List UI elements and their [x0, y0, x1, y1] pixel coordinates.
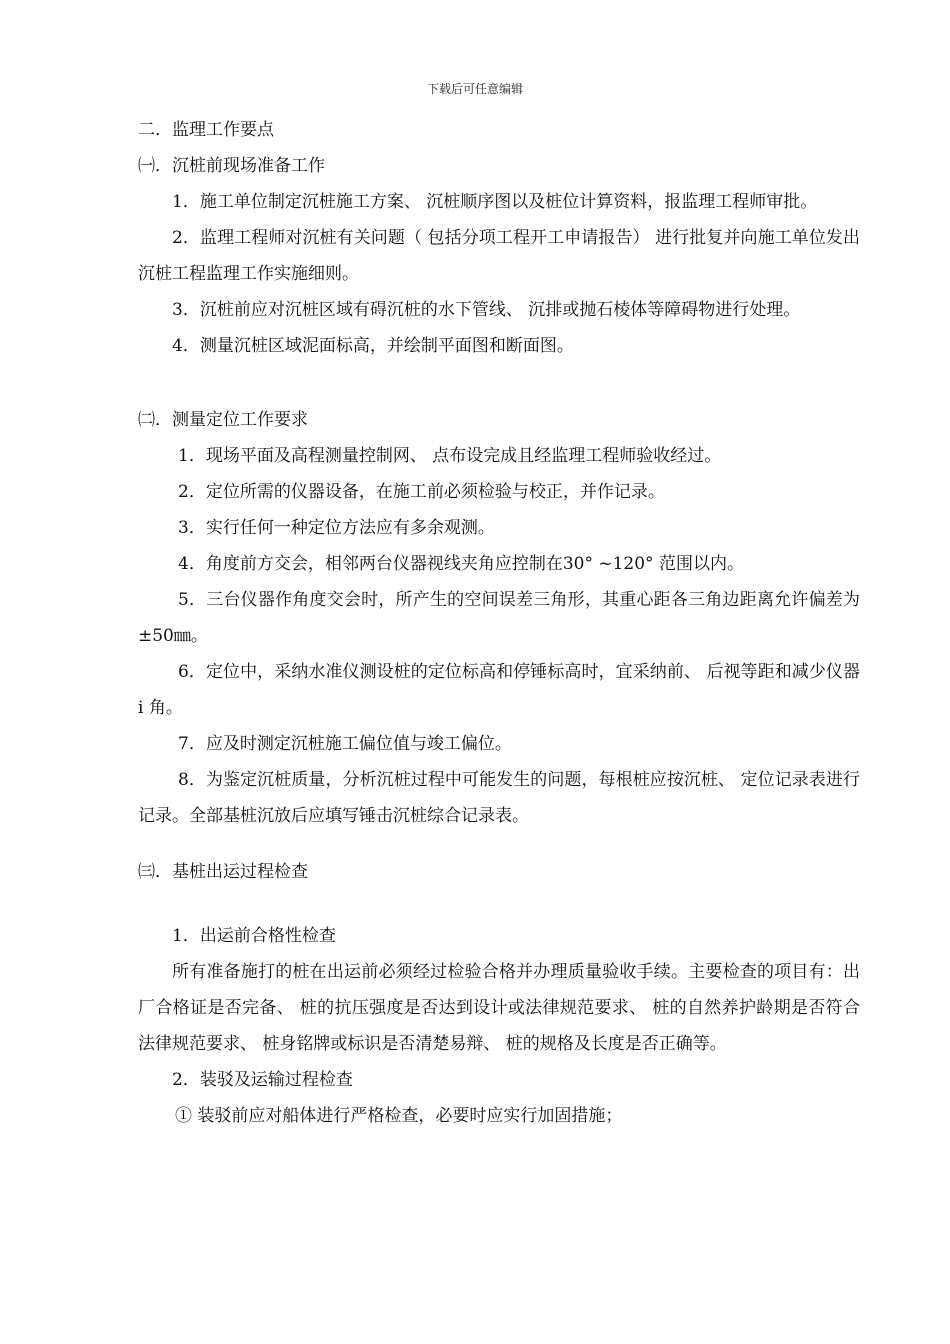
paragraph: 8．为鉴定沉桩质量，分析沉桩过程中可能发生的问题，每根桩应按沉桩、 定位记录表进行记录。全部基桩沉放后应填写锤击沉桩综合记录表。	[138, 770, 860, 826]
paragraph: 1．出运前合格性检查	[172, 926, 336, 946]
paragraph: 2．定位所需的仪器设备，在施工前必须检验与校正，并作记录。	[178, 482, 665, 502]
section-heading: ㈢．基桩出运过程检查	[138, 862, 308, 882]
paragraph: 4．角度前方交会，相邻两台仪器视线夹角应控制在30° ~120° 范围以内。	[178, 554, 744, 574]
paragraph: 5．三台仪器作角度交会时，所产生的空间误差三角形，其重心距各三角边距离允许偏差为±50㎜。	[138, 590, 860, 646]
paragraph: 2．监理工程师对沉桩有关问题（ 包括分项工程开工申请报告） 进行批复并向施工单位发出沉桩工程监理工作实施细则。	[138, 228, 860, 284]
section-heading: ㈡．测量定位工作要求	[138, 410, 308, 430]
paragraph: 2．装驳及运输过程检查	[172, 1070, 353, 1090]
paragraph-gap	[138, 364, 860, 402]
paragraph: 所有准备施打的桩在出运前必须经过检验合格并办理质量验收手续。主要检查的项目有：出厂合格证是否完备、 桩的抗压强度是否达到设计或法律规范要求、 桩的自然养护龄期是否符合法律规范要求、 桩身铭牌或标识是否清楚易辩、 桩的规格及长度是否正确等。	[138, 962, 860, 1054]
paragraph: 1．现场平面及高程测量控制网、 点布设完成且经监理工程师验收经过。	[178, 446, 722, 466]
paragraph-gap	[138, 890, 860, 918]
document-body	[138, 112, 860, 1134]
section-heading: 二．监理工作要点	[138, 120, 274, 140]
paragraph: 7．应及时测定沉桩施工偏位值与竣工偏位。	[178, 734, 512, 754]
paragraph: ① 装驳前应对船体进行严格检查，必要时应实行加固措施；	[175, 1106, 623, 1126]
paragraph: 6．定位中，采纳水准仪测设桩的定位标高和停锤标高时，宜采纳前、 后视等距和减少仪器 i 角。	[138, 662, 860, 718]
paragraph: 4．测量沉桩区域泥面标高，并绘制平面图和断面图。	[172, 336, 574, 356]
page-header: 下载后可任意编辑	[426, 82, 523, 96]
paragraph: 3．实行任何一种定位方法应有多余观测。	[178, 518, 495, 538]
paragraph: 1．施工单位制定沉桩施工方案、 沉桩顺序图以及桩位计算资料，报监理工程师审批。	[172, 192, 818, 212]
paragraph-gap	[138, 834, 860, 854]
section-heading: ㈠．沉桩前现场准备工作	[138, 156, 325, 176]
paragraph: 3．沉桩前应对沉桩区域有碍沉桩的水下管线、 沉排或抛石棱体等障碍物进行处理。	[172, 300, 801, 320]
